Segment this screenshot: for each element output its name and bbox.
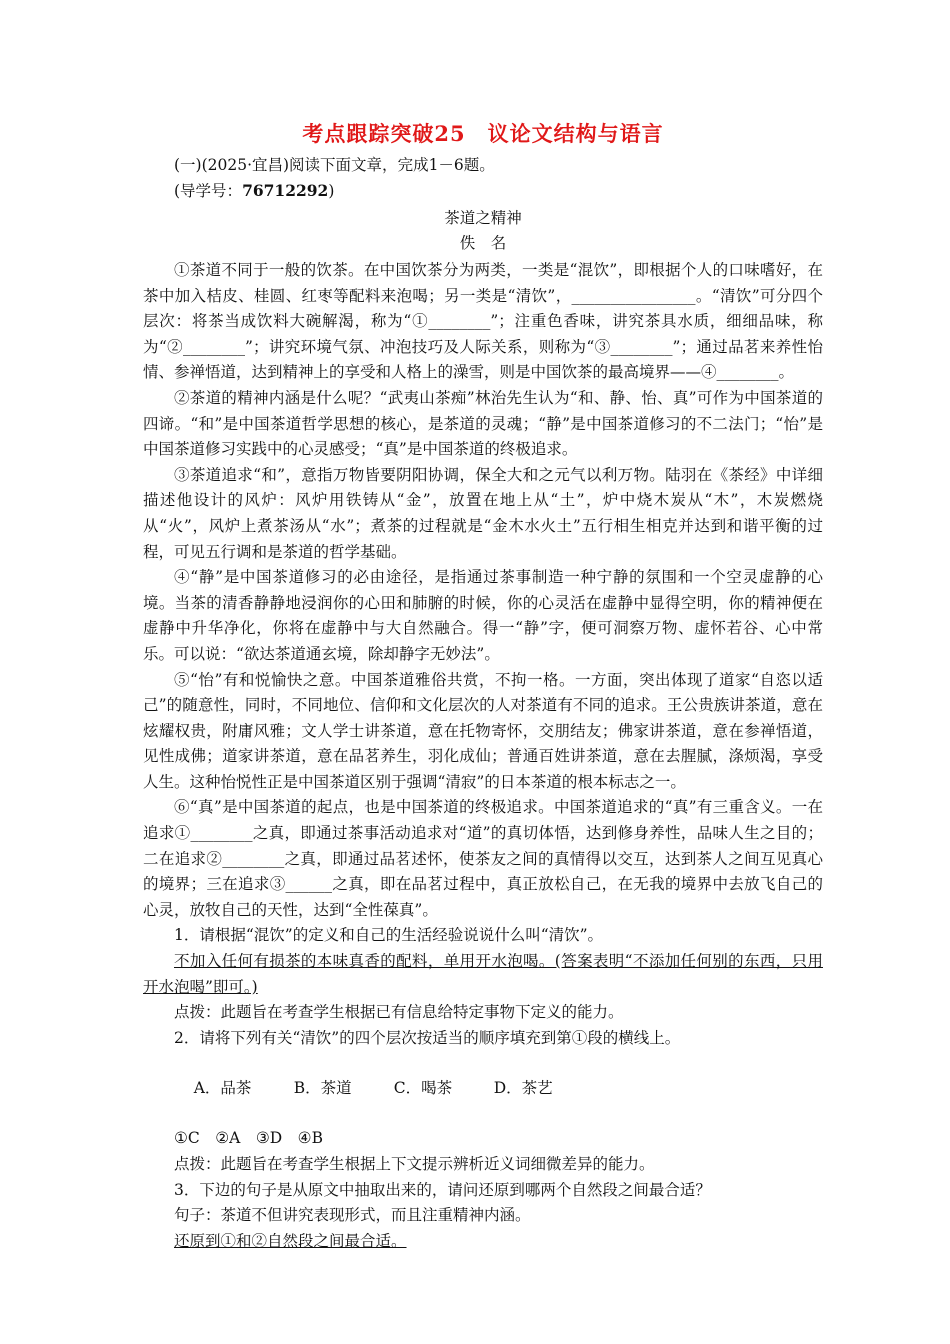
option-c: C．喝茶 (393, 1079, 453, 1098)
option-a: A．品茶 (193, 1079, 252, 1098)
question-3-sentence: 句子：茶道不但讲究表现形式，而且注重精神内涵。 (174, 1206, 531, 1225)
reading-intro: (一)(2025·宜昌)阅读下面文章，完成1－6题。 (174, 156, 495, 174)
answer-1: 不加入任何有损茶的本味真香的配料，单用开水泡喝。(答案表明“不添加任何别的东西，只用开水泡喝”即可。) (143, 952, 823, 996)
tip-1: 点拨：此题旨在考查学生根据已有信息给特定事物下定义的能力。 (174, 1003, 624, 1022)
guide-close: ) (328, 182, 335, 200)
question-2-options (143, 1051, 823, 1126)
paragraph-5: ⑤“怡”有和悦愉快之意。中国茶道雅俗共赏，不拘一格。一方面，突出体现了道家“自恣以适己”的随意性，同时，不同地位、信仰和文化层次的人对茶道有不同的追求。王公贵族讲茶道，意在炫耀权贵，附庸风雅；文人学士讲茶道，意在托物寄怀，交朋结友；佛家讲茶道，意在参禅悟道，见性成佛；道家讲茶道，意在品茗养生，羽化成仙；普通百姓讲茶道，意在去腥腻，涤烦渴，享受人生。这种怡悦性正是中国茶道区别于强调“清寂”的日本茶道的根本标志之一。 (143, 670, 823, 791)
guide-label: (导学号： (174, 182, 243, 200)
tip-2: 点拨：此题旨在考查学生根据上下文提示辨析近义词细微差异的能力。 (174, 1155, 655, 1173)
article-title: 茶道之精神 (444, 209, 522, 227)
option-d: D．茶艺 (493, 1079, 553, 1098)
question-2: 2．请将下列有关“清饮”的四个层次按适当的顺序填充到第①段的横线上。 (174, 1028, 681, 1047)
page-title: 考点跟踪突破25 议论文结构与语言 (302, 121, 664, 146)
document-page (143, 118, 823, 1254)
guide-number: 76712292 (242, 181, 329, 200)
article-author: 佚 名 (459, 234, 507, 252)
paragraph-1: ①茶道不同于一般的饮茶。在中国饮茶分为两类，一类是“混饮”，即根据个人的口味嗜好，在茶中加入桔皮、桂圆、红枣等配料来泡喝；另一类是“清饮”，________________。“清饮”可分四个层次：将茶当成饮料大碗解渴，称为“①________”；注重色香味，讲究茶具水质，细细品味，称为“②________”；讲究环境气氛、冲泡技巧及人际关系，则称为“③________”；通过品茗来养性怡情、参禅悟道，达到精神上的享受和人格上的澡雪，则是中国饮茶的最高境界——④________。 (143, 261, 823, 382)
answer-2: ①C ②A ③D ④B (174, 1129, 323, 1148)
question-3: 3．下边的句子是从原文中抽取出来的，请问还原到哪两个自然段之间最合适？ (174, 1180, 711, 1199)
answer-3: 还原到①和②自然段之间最合适。 (174, 1231, 407, 1250)
guide-number-line (143, 178, 823, 204)
paragraph-4: ④“静”是中国茶道修习的必由途径，是指通过茶事制造一种宁静的氛围和一个空灵虚静的心境。当茶的清香静静地浸润你的心田和肺腑的时候，你的心灵活在虚静中显得空明，你的精神便在虚静中升华净化，你将在虚静中与大自然融合。得一“静”字，便可洞察万物、虚怀若谷、心中常乐。可以说：“欲达茶道通玄境，除却静字无妙法”。 (143, 568, 823, 663)
paragraph-2: ②茶道的精神内涵是什么呢？“武夷山茶痴”林治先生认为“和、静、怡、真”可作为中国茶道的四谛。“和”是中国茶道哲学思想的核心，是茶道的灵魂；“静”是中国茶道修习的不二法门；“怡”是中国茶道修习实践中的心灵感受；“真”是中国茶道的终极追求。 (143, 388, 823, 459)
option-b: B．茶道 (293, 1079, 352, 1098)
paragraph-3: ③茶道追求“和”，意指万物皆要阴阳协调，保全大和之元气以利万物。陆羽在《茶经》中详细描述他设计的风炉：风炉用铁铸从“金”，放置在地上从“土”，炉中烧木炭从“木”，木炭燃烧从“火”，风炉上煮茶汤从“水”；煮茶的过程就是“金木水火土”五行相生相克并达到和谐平衡的过程，可见五行调和是茶道的哲学基础。 (143, 465, 823, 561)
question-1: 1．请根据“混饮”的定义和自己的生活经验说说什么叫“清饮”。 (174, 926, 604, 945)
paragraph-6: ⑥“真”是中国茶道的起点，也是中国茶道的终极追求。中国茶道追求的“真”有三重含义。一在追求①________之真，即通过茶事活动追求对“道”的真切体悟，达到修身养性，品味人生之目的；二在追求②________之真，即通过品茗述怀，使茶友之间的真情得以交互，达到茶人之间互见真心的境界；三在追求③______之真，即在品茗过程中，真正放松自己，在无我的境界中去放飞自己的心灵，放牧自己的天性，达到“全性葆真”。 (143, 798, 823, 919)
